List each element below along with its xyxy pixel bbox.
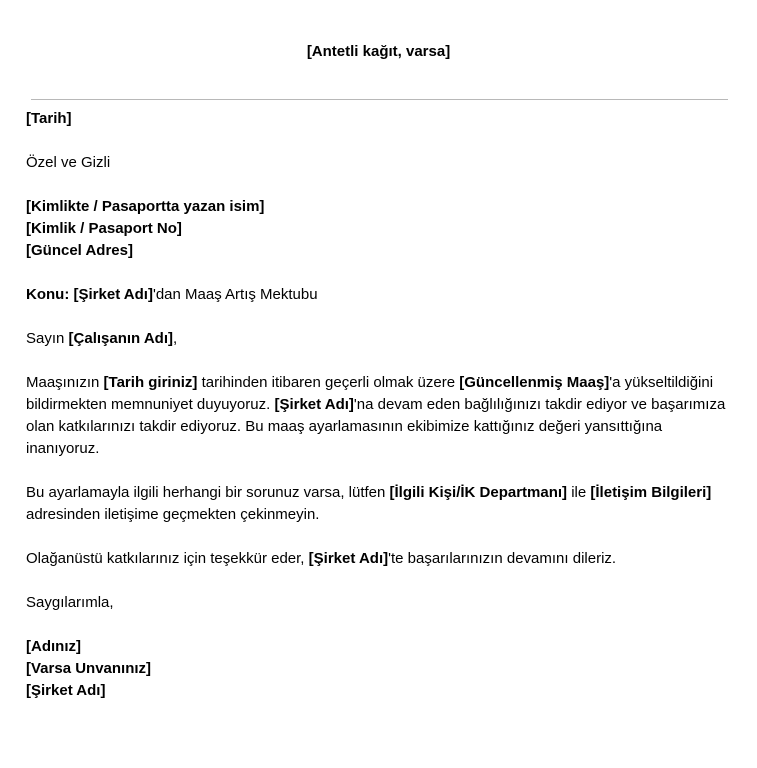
para1-text-1: Maaşınızın [26, 374, 104, 391]
para1-text-4: 'na devam eden bağlılığınızı takdir ediyor ve başarımıza olan katkılarınızı takdir ediyoruz. Bu maaş ayarlamasının ekibimize kattığınız değeri yansıttığına inanıyoruz. [26, 396, 726, 457]
paragraph-thanks [26, 548, 738, 570]
updated-salary-placeholder: [Güncellenmiş Maaş] [459, 374, 610, 391]
paragraph-salary-increase [26, 372, 738, 460]
contact-info-placeholder: [İletişim Bilgileri] [590, 484, 712, 501]
company-name-placeholder: [Şirket Adı] [308, 550, 389, 567]
recipient-name: [Kimlikte / Pasaportta yazan isim] [26, 198, 265, 215]
subject-text: 'dan Maaş Artış Mektubu [152, 286, 318, 303]
date-line [26, 108, 738, 130]
para3-text-1: Olağanüstü katkılarınız için teşekkür eder, [26, 550, 309, 567]
recipient-address: [Güncel Adres] [26, 242, 133, 259]
sender-title: [Varsa Unvanınız] [26, 660, 152, 677]
signature-block [26, 636, 738, 702]
salutation-prefix: Sayın [26, 330, 69, 347]
subject-label: Konu: [26, 286, 70, 303]
subject-company: [Şirket Adı] [73, 286, 153, 303]
contact-person-placeholder: [İlgili Kişi/İK Departmanı] [389, 484, 568, 501]
paragraph-contact [26, 482, 738, 526]
letter-body [26, 108, 738, 724]
salutation-line [26, 328, 738, 350]
subject-line [26, 284, 738, 306]
employee-name: [Çalışanın Adı] [68, 330, 173, 347]
para1-text-2: tarihinden itibaren geçerli olmak üzere [197, 374, 460, 391]
confidential-line: Özel ve Gizli [26, 154, 111, 171]
para1-text-3: 'a yükseltildiğini bildirmekten memnuniyet duyuyoruz. [26, 374, 714, 413]
effective-date-placeholder: [Tarih giriniz] [103, 374, 198, 391]
salutation-suffix: , [172, 330, 178, 347]
header-divider [31, 99, 728, 100]
recipient-id: [Kimlik / Pasaport No] [26, 220, 182, 237]
sender-company: [Şirket Adı] [26, 682, 106, 699]
letterhead-placeholder: [Antetli kağıt, varsa] [306, 43, 451, 60]
date-placeholder: [Tarih] [26, 110, 72, 127]
recipient-block [26, 196, 738, 262]
para3-text-2: 'te başarılarınızın devamını dileriz. [388, 550, 617, 567]
company-name-placeholder: [Şirket Adı] [274, 396, 354, 413]
para2-text-3: adresinden iletişime geçmekten çekinmeyin. [26, 506, 320, 523]
para2-text-2: ile [567, 484, 591, 501]
closing-line: Saygılarımla, [26, 594, 114, 611]
sender-name: [Adınız] [26, 638, 81, 655]
para2-text-1: Bu ayarlamayla ilgili herhangi bir sorunuz varsa, lütfen [26, 484, 390, 501]
